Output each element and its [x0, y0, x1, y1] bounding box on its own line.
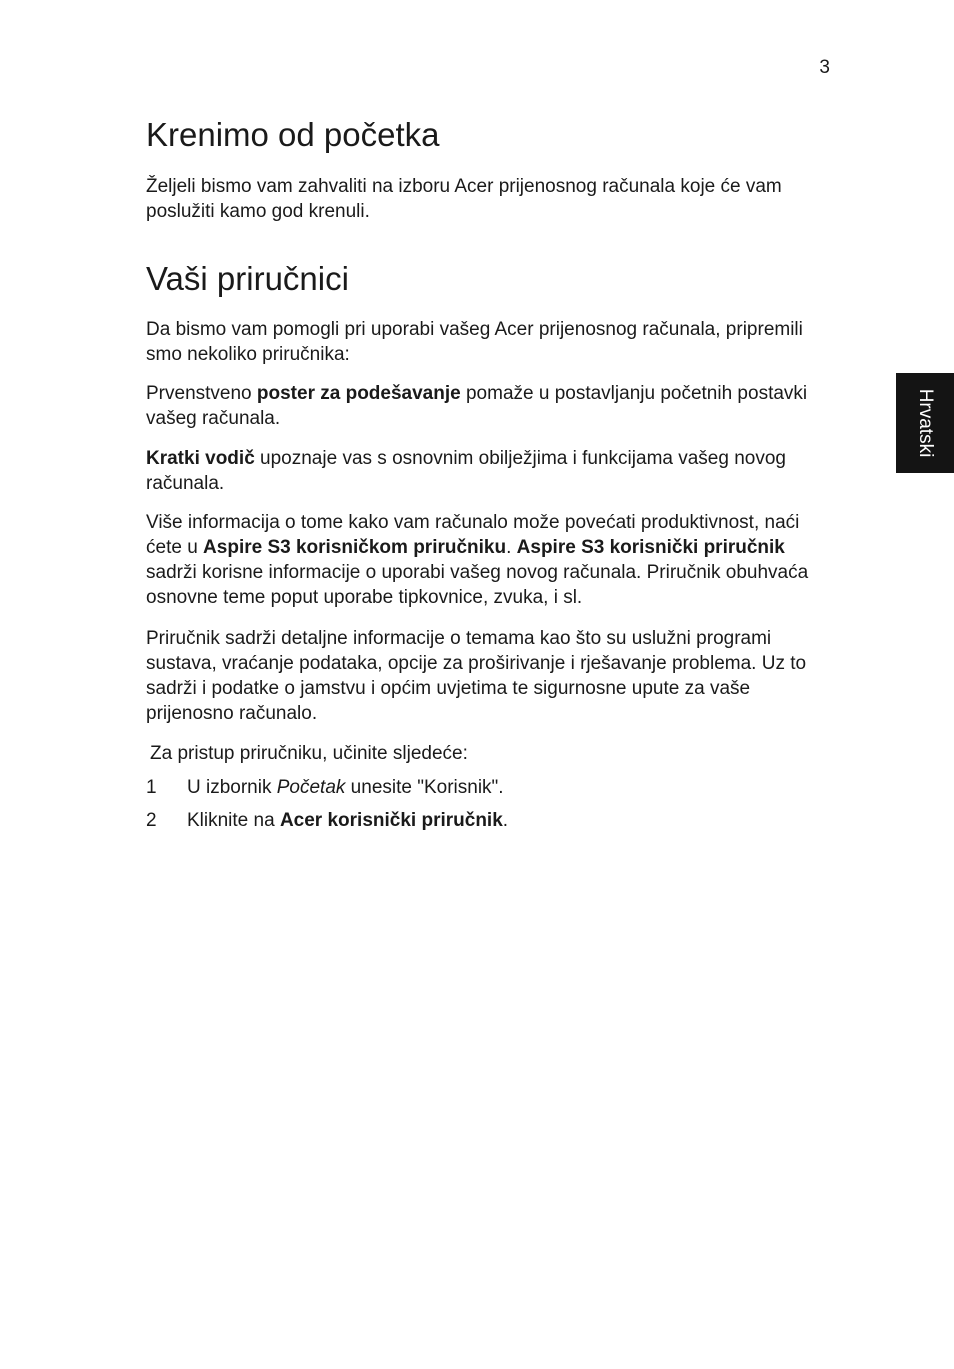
quick-guide-paragraph: [146, 446, 836, 496]
step-text: [187, 808, 508, 833]
text-run: .: [502, 810, 509, 831]
bold-term-setup-poster: poster za podešavanje: [256, 383, 461, 404]
bold-term-user-manual-2: Aspire S3 korisnički priručnik: [516, 537, 785, 558]
italic-term-start: Početak: [276, 777, 346, 798]
text-run: unesite "Korisnik".: [345, 777, 504, 798]
text-run: Kliknite na: [187, 810, 280, 831]
user-manual-paragraph: [146, 510, 836, 610]
step-number: 2: [146, 810, 157, 831]
text-run: pomaže u postavljanju početnih postavki vašeg računala.: [146, 383, 808, 429]
page-number: 3: [819, 57, 830, 78]
text-run: U izbornik: [187, 777, 277, 798]
manual-details-paragraph: Priručnik sadrži detaljne informacije o temama kao što su uslužni programi sustava, vraćanje podataka, opcije za proširivanje i rješavanje problema. Uz to sadrži i podatke o jamstvu i općim uvjetima te sigurnosne upute za vaše prijenosno računalo.: [146, 628, 807, 724]
text-run: sadrži korisne informacije o uporabi vašeg novog računala. Priručnik obuhvaća osnovne teme poput uporabe tipkovnice, zvuka, i sl.: [146, 562, 809, 608]
text-run: Više informacija o tome kako vam računalo može povećati produktivnost, naći ćete u: [146, 512, 800, 558]
step-number: 1: [146, 777, 157, 798]
step-text: [187, 775, 504, 800]
bold-term-quick-guide: Kratki vodič: [146, 448, 255, 469]
language-tab-label: Hrvatski: [915, 388, 936, 458]
bold-term-user-manual: Aspire S3 korisničkom priručniku: [203, 537, 507, 558]
text-run: upoznaje vas s osnovnim obilježjima i funkcijama vašeg novog računala.: [146, 448, 786, 494]
access-instructions-paragraph: Za pristup priručniku, učinite sljedeće:: [150, 743, 468, 764]
section-title-your-guides: Vaši priručnici: [146, 260, 349, 297]
guides-paragraph: Da bismo vam pomogli pri uporabi vašeg Acer prijenosnog računala, pripremili smo nekoliko priručnika:: [146, 319, 803, 365]
bold-term-acer-user-manual: Acer korisnički priručnik: [279, 810, 503, 831]
text-run: Prvenstveno: [146, 383, 257, 404]
language-tab: [896, 373, 954, 473]
intro-paragraph: Željeli bismo vam zahvaliti na izboru Acer prijenosnog računala koje će vam poslužiti kamo god krenuli.: [146, 176, 782, 222]
setup-poster-paragraph: [146, 381, 836, 431]
text-run: .: [506, 537, 517, 558]
section-title-getting-started: Krenimo od početka: [146, 116, 440, 153]
